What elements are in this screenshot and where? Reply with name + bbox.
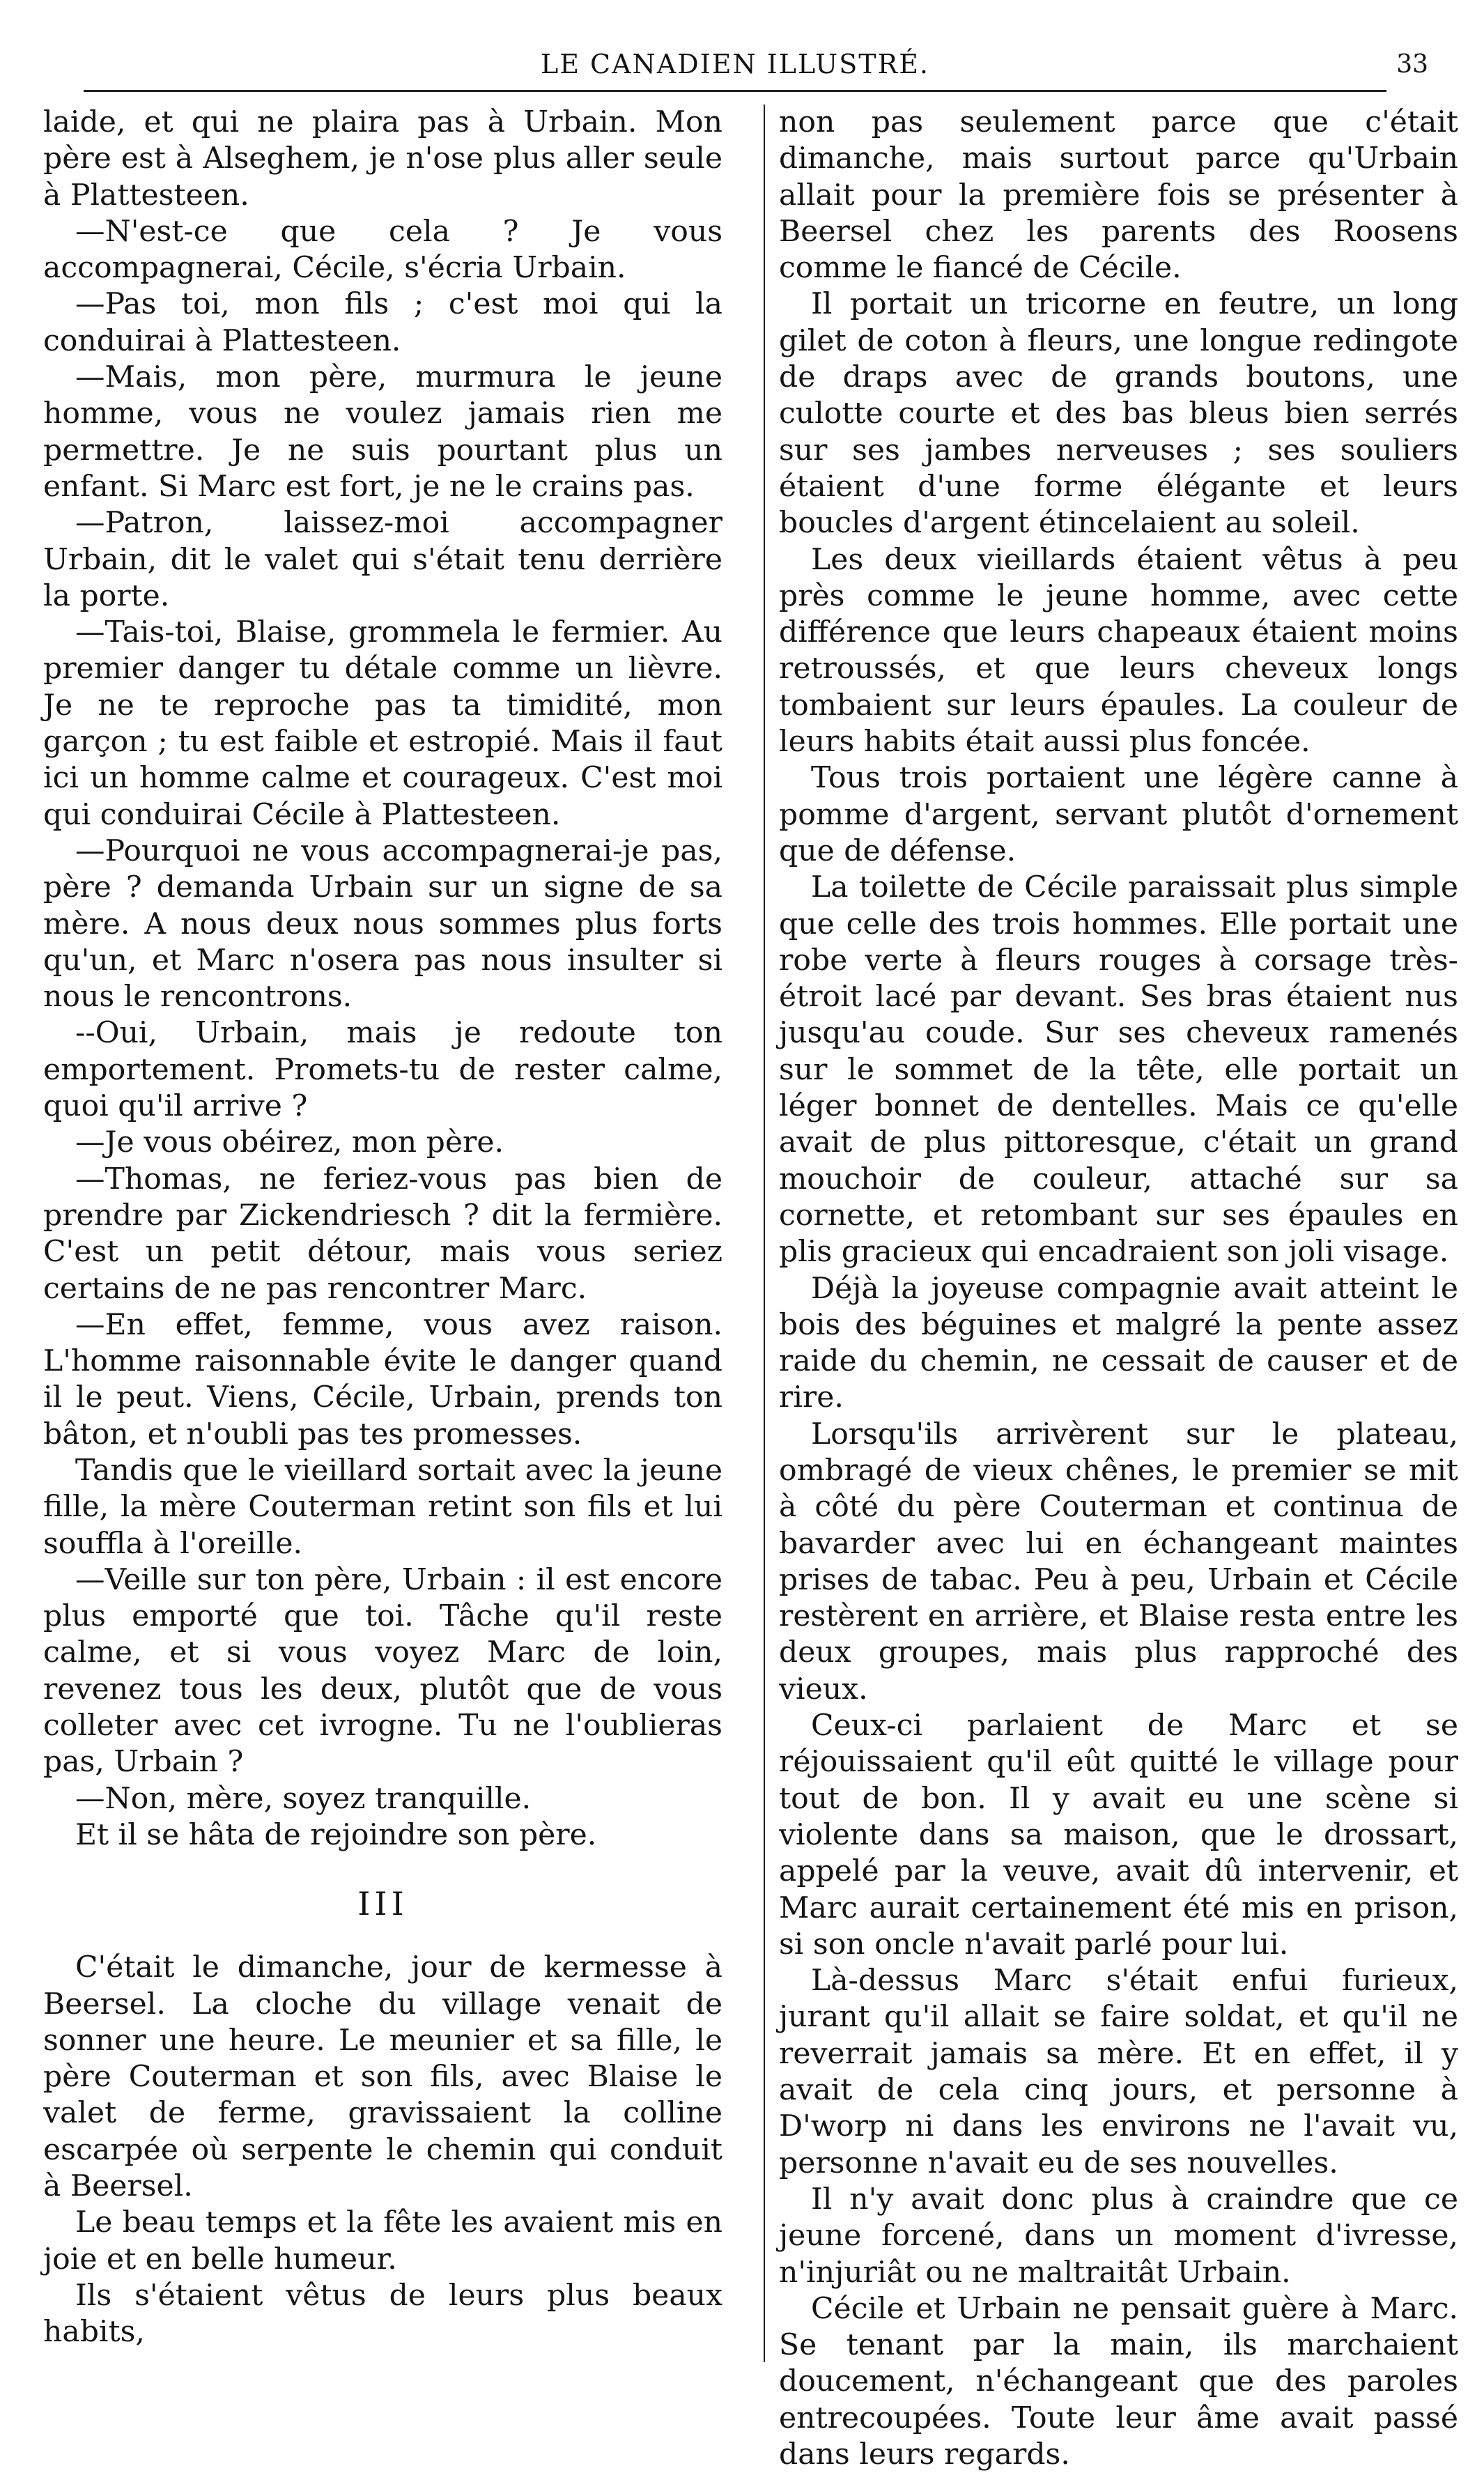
paragraph: laide, et qui ne plaira pas à Urbain. Mon père est à Alseghem, je n'ose plus aller seule à Plattesteen. [43, 105, 722, 213]
paragraph: Le beau temps et la fête les avaient mis en joie et en belle humeur. [43, 2205, 722, 2276]
paragraph: Tandis que le vieillard sortait avec la jeune fille, la mère Couterman retint son fils et lui souffla à l'oreille. [43, 1453, 722, 1561]
paragraph: Et il se hâta de rejoindre son père. [75, 1817, 597, 1852]
header-rule [84, 90, 1386, 92]
paragraph: Tous trois portaient une légère canne à pomme d'argent, servant plutôt d'ornement que de défense. [779, 761, 1458, 868]
paragraph: —Non, mère, soyez tranquille. [75, 1781, 532, 1816]
paragraph: C'était le dimanche, jour de kermesse à Beersel. La cloche du village venait de sonner une heure. Le meunier et sa fille, le père Couterman et son fils, avec Blaise le valet de ferme, gravissaient la colline escarpée où serpente le chemin qui conduit à Beersel. [43, 1950, 722, 2204]
paragraph: Là-dessus Marc s'était enfui furieux, jurant qu'il allait se faire soldat, et qu'il ne reverrait jamais sa mère. Et en effet, il y avait de cela cinq jours, et personne à D'worp ni dans les environs ne l'avait vu, personne n'avait eu de ses nouvelles. [779, 1964, 1458, 2180]
paragraph: —Je vous obéirez, mon père. [75, 1125, 504, 1160]
masthead-title: LE CANADIEN ILLUSTRÉ. [540, 49, 930, 79]
paragraph: Les deux vieillards étaient vêtus à peu près comme le jeune homme, avec cette différence que leurs chapeaux étaient moins retroussés, et que leurs cheveux longs tombaient sur leurs épaules. La couleur de leurs habits était aussi plus foncée. [779, 542, 1458, 760]
paragraph: —N'est-ce que cela ? Je vous accompagnerai, Cécile, s'écria Urbain. [43, 214, 722, 286]
paragraph: —Veille sur ton père, Urbain : il est encore plus emporté que toi. Tâche qu'il reste calme, et si vous voyez Marc de loin, revenez tous les deux, plutôt que de vous colleter avec cet ivrogne. Tu ne l'oublieras pas, Urbain ? [43, 1562, 722, 1780]
column-divider [764, 105, 765, 2362]
page-header [42, 43, 1428, 92]
paragraph: —En effet, femme, vous avez raison. L'homme raisonnable évite le danger quand il le peut. Viens, Cécile, Urbain, prends ton bâton, et n'oubli pas tes promesses. [43, 1307, 722, 1451]
left-column [43, 105, 722, 2351]
paragraph: —Pas toi, mon fils ; c'est moi qui la conduirai à Plattesteen. [43, 287, 722, 358]
paragraph: --Oui, Urbain, mais je redoute ton emportement. Promets-tu de rester calme, quoi qu'il arrive ? [43, 1016, 722, 1124]
paragraph: Il portait un tricorne en feutre, un long gilet de coton à fleurs, une longue redingote de draps avec de grands boutons, une culotte courte et des bas bleus bien serrés sur ses jambes nerveuses ; ses souliers étaient d'une forme élégante et leurs boucles d'argent étincelaient au soleil. [779, 287, 1458, 541]
paragraph: Ils s'étaient vêtus de leurs plus beaux habits, [43, 2278, 722, 2350]
chapter-heading: III [357, 1885, 408, 1923]
paragraph: —Mais, mon père, murmura le jeune homme, vous ne voulez jamais rien me permettre. Je ne suis pourtant plus un enfant. Si Marc est fort, je ne le crains pas. [43, 360, 722, 504]
paragraph: Déjà la joyeuse compagnie avait atteint le bois des béguines et malgré la pente assez raide du chemin, ne cessait de causer et de rire. [779, 1271, 1458, 1415]
paragraph: —Pourquoi ne vous accompagnerai-je pas, père ? demanda Urbain sur un signe de sa mère. A nous deux nous sommes plus forts qu'un, et Marc n'osera pas nous insulter si nous le rencontrons. [43, 833, 722, 1015]
right-column [779, 105, 1458, 2473]
paragraph: Il n'y avait donc plus à craindre que ce jeune forcené, dans un moment d'ivresse, n'injuriât ou ne maltraitât Urbain. [779, 2182, 1458, 2290]
paragraph: —Thomas, ne feriez-vous pas bien de prendre par Zickendriesch ? dit la fermière. C'est un petit détour, mais vous seriez certains de ne pas rencontrer Marc. [43, 1162, 722, 1306]
paragraph: —Tais-toi, Blaise, grommela le fermier. Au premier danger tu détale comme un lièvre. Je ne te reproche pas ta timidité, mon garçon ; tu est faible et estropié. Mais il faut ici un homme calme et courageux. C'est moi qui conduirai Cécile à Plattesteen. [43, 615, 722, 832]
paragraph: Ceux-ci parlaient de Marc et se réjouissaient qu'il eût quitté le village pour tout de bon. Il y avait eu une scène si violente dans sa maison, que le drossart, appelé par la veuve, avait dû intervenir, et Marc aurait certainement été mis en prison, si son oncle n'avait parlé pour lui. [779, 1709, 1458, 1962]
paragraph: non pas seulement parce que c'était dimanche, mais surtout parce qu'Urbain allait pour la première fois se présenter à Beersel chez les parents des Roosens comme le fiancé de Cécile. [779, 105, 1458, 286]
paragraph: La toilette de Cécile paraissait plus simple que celle des trois hommes. Elle portait une robe verte à fleurs rouges à corsage très-étroit lacé par devant. Ses bras étaient nus jusqu'au coude. Sur ses cheveux ramenés sur le sommet de la tête, elle portait un léger bonnet de dentelles. Mais ce qu'elle avait de plus pittoresque, c'était un grand mouchoir de couleur, attaché sur sa cornette, et retombant sur ses épaules en plis gracieux qui encadraient son joli visage. [779, 870, 1458, 1270]
paragraph: Cécile et Urbain ne pensait guère à Marc. Se tenant par la main, ils marchaient doucement, n'échangeant que des paroles entrecoupées. Toute leur âme avait passé dans leurs regards. [779, 2291, 1458, 2472]
page-number: 33 [1396, 50, 1428, 79]
paragraph: Lorsqu'ils arrivèrent sur le plateau, ombragé de vieux chênes, le premier se mit à côté du père Couterman et continua de bavarder avec lui en échangeant maintes prises de tabac. Peu à peu, Urbain et Cécile restèrent en arrière, et Blaise resta entre les deux groupes, mais plus rapproché des vieux. [779, 1417, 1458, 1707]
paragraph: —Patron, laissez-moi accompagner Urbain, dit le valet qui s'était tenu derrière la porte. [43, 506, 722, 613]
